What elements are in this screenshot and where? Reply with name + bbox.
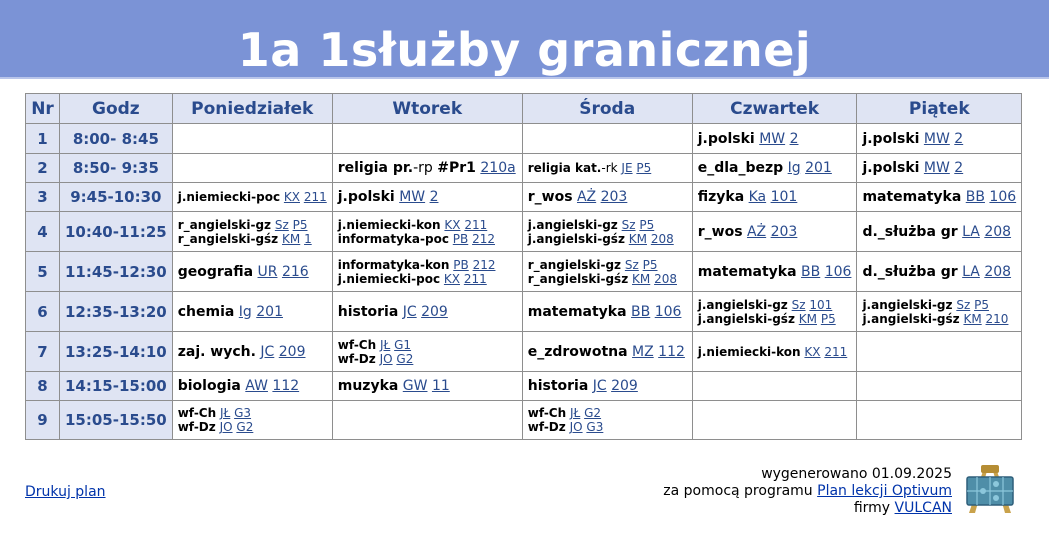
program-line — [663, 483, 952, 500]
room-link[interactable]: 11 — [431, 378, 450, 394]
teacher-link[interactable]: JC — [592, 378, 607, 394]
lesson-cell — [172, 154, 332, 183]
lesson-number: 6 — [26, 292, 60, 332]
subject-name: wf-Ch — [527, 406, 567, 420]
table-row — [26, 252, 1022, 292]
lesson-entry — [528, 420, 687, 434]
subject-name: historia — [527, 378, 589, 394]
teacher-link[interactable]: KM — [628, 231, 647, 246]
room-link[interactable]: 201 — [805, 160, 832, 176]
teacher-link[interactable]: Sz — [956, 297, 971, 312]
teacher-link[interactable]: KM — [632, 271, 651, 286]
lesson-entry — [338, 338, 517, 352]
lesson-cell — [522, 124, 692, 154]
teacher-link[interactable]: BB — [965, 189, 985, 205]
subject-name: fizyka — [697, 189, 745, 205]
room-link[interactable]: P5 — [820, 311, 836, 326]
table-row — [26, 401, 1022, 440]
lesson-cell — [172, 252, 332, 292]
subject-name: r_wos — [697, 223, 743, 240]
lesson-cell — [332, 252, 522, 292]
lesson-time: 9:45-10:30 — [60, 183, 173, 212]
teacher-link[interactable]: MW — [923, 160, 950, 176]
col-header-poniedzialek: Poniedziałek — [172, 94, 332, 124]
subject-name: muzyka — [337, 378, 399, 394]
room-link[interactable]: 209 — [278, 343, 306, 360]
teacher-link[interactable]: PB — [453, 257, 469, 272]
teacher-link[interactable]: PB — [452, 231, 469, 246]
teacher-link[interactable]: Ka — [748, 189, 767, 205]
lesson-entry — [862, 223, 1016, 241]
room-link[interactable]: 211 — [463, 271, 487, 286]
subject-name: j.polski — [862, 130, 920, 147]
lesson-cell — [857, 183, 1022, 212]
teacher-link[interactable]: KX — [443, 271, 461, 286]
room-link[interactable]: 106 — [989, 189, 1017, 205]
subject-name: d._służba gr — [862, 223, 958, 240]
lesson-cell — [332, 212, 522, 252]
lesson-cell — [857, 124, 1022, 154]
teacher-link[interactable]: BB — [801, 263, 821, 280]
lesson-entry — [338, 159, 517, 177]
lesson-number: 4 — [26, 212, 60, 252]
timetable — [25, 93, 1022, 440]
room-link[interactable]: G2 — [584, 406, 602, 420]
lesson-cell — [172, 332, 332, 372]
lesson-entry — [178, 190, 327, 204]
lesson-time: 11:45-12:30 — [60, 252, 173, 292]
subject-name: matematyka — [697, 263, 797, 280]
subject-name: j.niemiecki-poc — [337, 271, 441, 286]
table-row — [26, 154, 1022, 183]
teacher-link[interactable]: Ig — [238, 303, 252, 320]
subject-name: matematyka — [862, 189, 962, 205]
subject-name: informatyka-poc — [337, 231, 449, 246]
teacher-link[interactable]: JC — [260, 343, 275, 360]
teacher-link[interactable]: JC — [402, 303, 417, 320]
lesson-entry — [698, 130, 852, 148]
lesson-cell — [332, 401, 522, 440]
lesson-entry — [338, 188, 517, 206]
lesson-time: 10:40-11:25 — [60, 212, 173, 252]
lesson-entry — [528, 258, 687, 272]
lesson-number: 8 — [26, 372, 60, 401]
lesson-cell — [522, 332, 692, 372]
room-link[interactable]: 1 — [304, 231, 312, 246]
lesson-entry — [338, 377, 517, 395]
subject-name: j.angielski-gz — [697, 297, 788, 312]
room-link[interactable]: 2 — [789, 130, 799, 147]
teacher-link[interactable]: LA — [962, 223, 980, 240]
room-link[interactable]: P5 — [636, 161, 652, 175]
lesson-cell — [857, 212, 1022, 252]
teacher-link[interactable]: KM — [798, 311, 817, 326]
lesson-cell — [857, 252, 1022, 292]
col-header-sroda: Środa — [522, 94, 692, 124]
lesson-entry — [178, 303, 327, 321]
lesson-entry — [338, 303, 517, 321]
lesson-cell — [332, 154, 522, 183]
lesson-cell — [172, 372, 332, 401]
lesson-cell — [692, 372, 857, 401]
room-link[interactable]: 203 — [770, 223, 798, 240]
lesson-time: 8:50- 9:35 — [60, 154, 173, 183]
lesson-entry — [338, 272, 517, 286]
lesson-cell — [172, 124, 332, 154]
col-header-wtorek: Wtorek — [332, 94, 522, 124]
lesson-cell — [172, 401, 332, 440]
room-link[interactable]: 208 — [984, 223, 1012, 240]
lesson-time: 12:35-13:20 — [60, 292, 173, 332]
vulcan-link[interactable]: VULCAN — [894, 500, 952, 516]
teacher-link[interactable]: GW — [402, 378, 428, 394]
lesson-time: 13:25-14:10 — [60, 332, 173, 372]
lesson-entry — [698, 188, 852, 206]
lesson-cell — [692, 212, 857, 252]
lesson-cell — [857, 332, 1022, 372]
subject-name: matematyka — [527, 303, 627, 320]
subject-name: j.angielski-gśz — [697, 311, 795, 326]
lesson-cell — [692, 154, 857, 183]
room-link[interactable]: 212 — [472, 231, 495, 246]
teacher-link[interactable]: JO — [569, 420, 583, 434]
subject-name: r_angielski-gśz — [527, 271, 629, 286]
teacher-link[interactable]: Sz — [274, 217, 289, 232]
lesson-entry — [528, 343, 687, 361]
lesson-entry — [528, 161, 687, 175]
lesson-entry — [178, 420, 327, 434]
lesson-cell — [332, 183, 522, 212]
teacher-link[interactable]: LA — [962, 263, 980, 280]
teacher-link[interactable]: AŻ — [746, 223, 767, 240]
teacher-link[interactable]: MW — [759, 130, 786, 147]
lesson-entry — [862, 159, 1016, 177]
teacher-link[interactable]: JO — [219, 420, 233, 434]
subject-name: j.niemiecki-poc — [177, 190, 281, 204]
company-line — [663, 500, 952, 517]
teacher-link[interactable]: BB — [631, 303, 651, 320]
room-link[interactable]: 209 — [611, 378, 638, 394]
lesson-number: 2 — [26, 154, 60, 183]
lesson-cell — [857, 154, 1022, 183]
room-link[interactable]: G3 — [234, 406, 252, 420]
lesson-cell — [692, 332, 857, 372]
lesson-entry — [338, 258, 517, 272]
lesson-entry — [338, 352, 517, 366]
room-link[interactable]: 211 — [303, 190, 327, 204]
table-row — [26, 183, 1022, 212]
room-link[interactable]: G2 — [236, 420, 254, 434]
col-header-godz: Godz — [60, 94, 173, 124]
room-link[interactable]: 211 — [464, 217, 488, 232]
subject-name: religia kat. — [527, 161, 602, 175]
room-link[interactable]: 2 — [954, 130, 964, 147]
company-prefix: firmy — [853, 500, 891, 516]
lesson-entry — [528, 272, 687, 286]
lesson-entry — [528, 303, 687, 321]
lesson-cell — [692, 292, 857, 332]
lesson-time: 14:15-15:00 — [60, 372, 173, 401]
lesson-entry — [178, 406, 327, 420]
lesson-entry — [528, 232, 687, 246]
teacher-link[interactable]: Sz — [791, 297, 806, 312]
lesson-number: 3 — [26, 183, 60, 212]
subject-name: j.niemiecki-kon — [337, 217, 441, 232]
room-link[interactable]: 211 — [824, 344, 848, 359]
lesson-number: 5 — [26, 252, 60, 292]
subject-name: j.angielski-gz — [527, 217, 618, 232]
subject-name: biologia — [177, 378, 241, 394]
subject-name: wf-Ch — [177, 406, 217, 420]
col-header-nr: Nr — [26, 94, 60, 124]
lesson-number: 9 — [26, 401, 60, 440]
lesson-cell — [522, 252, 692, 292]
subject-name: j.polski — [862, 160, 920, 176]
lesson-entry — [528, 188, 687, 206]
lesson-cell — [332, 332, 522, 372]
table-row — [26, 124, 1022, 154]
teacher-link[interactable]: KX — [444, 217, 461, 232]
subject-name: wf-Dz — [337, 351, 376, 366]
table-row — [26, 332, 1022, 372]
room-link[interactable]: 106 — [654, 303, 682, 320]
room-link[interactable]: P5 — [639, 217, 655, 232]
lesson-entry — [862, 263, 1016, 281]
lesson-entry — [698, 312, 852, 326]
subject-name: j.polski — [697, 130, 755, 147]
lesson-time: 8:00- 8:45 — [60, 124, 173, 154]
print-plan-link[interactable]: Drukuj plan — [25, 484, 106, 500]
teacher-link[interactable]: Sz — [621, 217, 636, 232]
subject-name: geografia — [177, 263, 254, 280]
lesson-time: 15:05-15:50 — [60, 401, 173, 440]
room-link[interactable]: 112 — [658, 343, 685, 360]
lesson-entry — [338, 218, 517, 232]
generated-date: wygenerowano 01.09.2025 — [761, 466, 952, 482]
lesson-cell — [857, 372, 1022, 401]
lesson-entry — [862, 188, 1016, 206]
table-row — [26, 212, 1022, 252]
subject-name: r_angielski-gz — [527, 257, 622, 272]
subject-name: j.angielski-gz — [862, 297, 953, 312]
lesson-entry — [178, 232, 327, 246]
subject-name: e_dla_bezp — [697, 160, 784, 176]
group-name: -rk — [601, 161, 618, 175]
subject-name: informatyka-kon — [337, 257, 450, 272]
room-link[interactable]: 210a — [480, 160, 516, 176]
lesson-number: 7 — [26, 332, 60, 372]
lesson-entry — [698, 345, 852, 359]
teacher-link[interactable]: Sz — [624, 257, 639, 272]
subject-name: wf-Dz — [177, 420, 216, 434]
lesson-cell — [522, 292, 692, 332]
teacher-link[interactable]: MW — [399, 189, 426, 205]
table-row — [26, 372, 1022, 401]
subject-name: j.angielski-gśz — [862, 311, 960, 326]
col-header-czwartek: Czwartek — [692, 94, 857, 124]
table-row — [26, 292, 1022, 332]
lesson-entry — [698, 298, 852, 312]
lesson-cell — [522, 183, 692, 212]
lesson-entry — [178, 343, 327, 361]
lesson-entry — [338, 232, 517, 246]
lesson-cell — [522, 372, 692, 401]
lesson-cell — [522, 401, 692, 440]
class-group: #Pr1 — [437, 160, 476, 176]
lesson-entry — [528, 406, 687, 420]
generator-info — [663, 466, 952, 517]
col-header-piatek: Piątek — [857, 94, 1022, 124]
room-link[interactable]: P5 — [642, 257, 658, 272]
teacher-link[interactable]: UR — [257, 263, 278, 280]
lesson-entry — [862, 312, 1016, 326]
teacher-link[interactable]: JO — [379, 351, 393, 366]
lesson-entry — [528, 377, 687, 395]
lesson-entry — [862, 130, 1016, 148]
subject-name: wf-Ch — [337, 337, 377, 352]
lesson-cell — [332, 372, 522, 401]
subject-name: r_wos — [527, 189, 573, 205]
room-link[interactable]: 2 — [429, 189, 439, 205]
room-link[interactable]: 2 — [954, 160, 964, 176]
teacher-link[interactable]: MZ — [632, 343, 654, 360]
subject-name: e_zdrowotna — [527, 343, 628, 360]
lesson-number: 1 — [26, 124, 60, 154]
lesson-cell — [172, 212, 332, 252]
room-link[interactable]: 112 — [272, 378, 300, 394]
lesson-cell — [172, 183, 332, 212]
lesson-entry — [862, 298, 1016, 312]
teacher-link[interactable]: JŁ — [570, 406, 581, 420]
group-name: -rp — [413, 160, 433, 176]
lesson-cell — [692, 252, 857, 292]
lesson-cell — [332, 124, 522, 154]
timetable-body — [26, 124, 1022, 440]
page-header — [0, 0, 1049, 79]
lesson-entry — [698, 159, 852, 177]
subject-name: wf-Dz — [527, 420, 566, 434]
page-title: 1a 1służby granicznej — [237, 23, 812, 77]
lesson-cell — [692, 401, 857, 440]
room-link[interactable]: 208 — [650, 231, 674, 246]
lesson-cell — [692, 183, 857, 212]
room-link[interactable]: G3 — [586, 420, 604, 434]
lesson-cell — [332, 292, 522, 332]
subject-name: chemia — [177, 303, 235, 320]
timetable-header-row — [26, 94, 1022, 124]
lesson-cell — [522, 212, 692, 252]
room-link[interactable]: 209 — [421, 303, 448, 320]
lesson-cell — [172, 292, 332, 332]
teacher-link[interactable]: JE — [621, 161, 633, 175]
program-prefix: za pomocą programu — [663, 483, 813, 499]
teacher-link[interactable]: Ig — [787, 160, 801, 176]
room-link[interactable]: 106 — [824, 263, 852, 280]
room-link[interactable]: 203 — [600, 189, 628, 205]
subject-name: religia pr. — [337, 160, 414, 176]
teacher-link[interactable]: KM — [282, 231, 301, 246]
subject-name: r_angielski-gz — [177, 217, 272, 232]
lesson-cell — [522, 154, 692, 183]
teacher-link[interactable]: AŻ — [576, 189, 597, 205]
room-link[interactable]: 101 — [809, 297, 833, 312]
teacher-link[interactable]: MW — [923, 130, 950, 147]
subject-name: j.angielski-gśz — [527, 231, 625, 246]
subject-name: j.niemiecki-kon — [697, 344, 801, 359]
room-link[interactable]: 201 — [256, 303, 283, 320]
room-link[interactable]: 101 — [770, 189, 798, 205]
room-link[interactable]: 208 — [654, 271, 677, 286]
lesson-cell — [692, 124, 857, 154]
program-link[interactable]: Plan lekcji Optivum — [817, 483, 952, 499]
lesson-entry — [698, 223, 852, 241]
room-link[interactable]: G1 — [394, 337, 412, 352]
lesson-cell — [857, 401, 1022, 440]
room-link[interactable]: P5 — [292, 217, 308, 232]
room-link[interactable]: 216 — [281, 263, 309, 280]
teacher-link[interactable]: AW — [245, 378, 268, 394]
room-link[interactable]: 210 — [985, 311, 1009, 326]
room-link[interactable]: G2 — [396, 351, 414, 366]
subject-name: r_angielski-gśz — [177, 231, 279, 246]
lesson-entry — [178, 377, 327, 395]
lesson-cell — [857, 292, 1022, 332]
teacher-link[interactable]: KM — [963, 311, 982, 326]
teacher-link[interactable]: JŁ — [380, 337, 391, 352]
lesson-entry — [698, 263, 852, 281]
subject-name: d._służba gr — [862, 263, 958, 280]
teacher-link[interactable]: KX — [804, 344, 821, 359]
lesson-entry — [528, 218, 687, 232]
room-link[interactable]: 212 — [472, 257, 496, 272]
subject-name: historia — [337, 303, 399, 320]
room-link[interactable]: P5 — [974, 297, 989, 312]
subject-name: zaj. wych. — [177, 343, 256, 360]
teacher-link[interactable]: JŁ — [219, 406, 231, 420]
subject-name: j.polski — [337, 189, 395, 205]
optivum-logo-icon[interactable] — [963, 463, 1017, 519]
room-link[interactable]: 208 — [984, 263, 1012, 280]
lesson-entry — [178, 263, 327, 281]
teacher-link[interactable]: KX — [283, 190, 300, 204]
lesson-entry — [178, 218, 327, 232]
